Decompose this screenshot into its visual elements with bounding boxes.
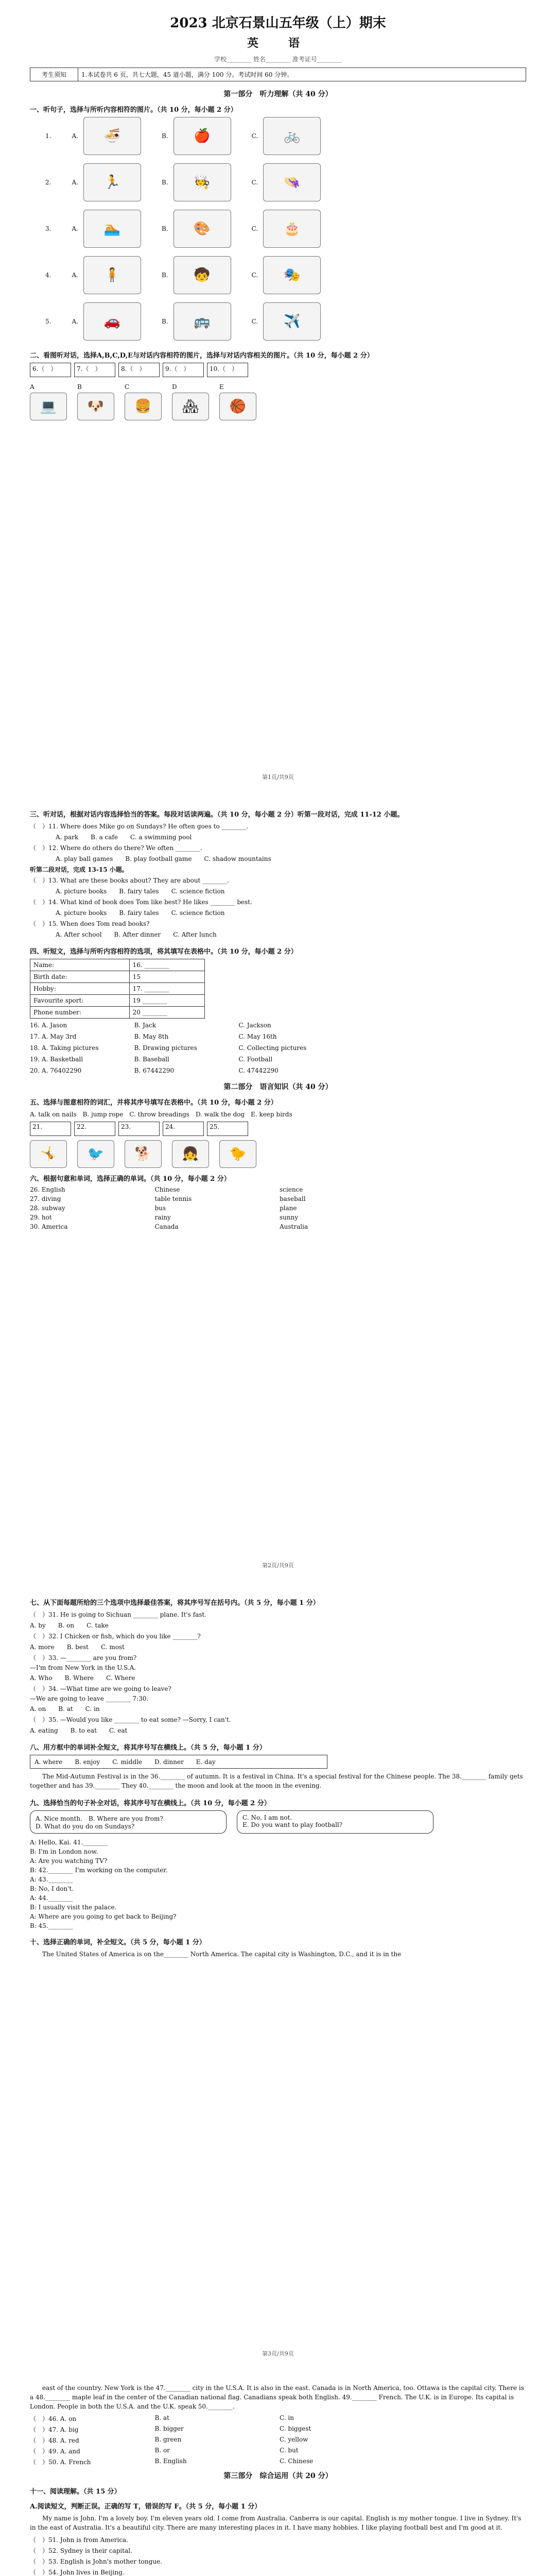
section-9-title: 九、选择恰当的句子补全对话，将其序号写在横线上。（共 10 分，每小题 2 分） [30, 1800, 271, 1807]
answer-box[interactable]: 25. [207, 1122, 248, 1136]
picture-option[interactable] [252, 163, 321, 201]
options-11: A. park B. a cafe C. a swimming pool [56, 834, 192, 841]
picture-option[interactable] [72, 163, 141, 201]
dialogue-picture [125, 381, 162, 420]
question-14: （ ）14. What kind of book does Tom like best? He likes ________ best. [30, 899, 252, 906]
passage-a: My name is John. I'm a lovely boy. I'm eleven years old. I come from Australia. Canberra is our capital. English is my mother tongue. I live in Sydney. It's in the east of Australia. It's a beautiful city. There are many interesting places in it. I have many hobbies. I like playing football best and I'm good at it. [30, 2515, 522, 2531]
question-line: A. eating B. to eat C. eat [30, 1727, 128, 1734]
option-label: C. [251, 318, 258, 325]
table-cell: Birth date: [30, 971, 130, 983]
question-line: （ ）31. He is going to Sichuan ________ plane. It's fast. [30, 1611, 207, 1618]
option: （ ）46. A. on [30, 2415, 77, 2422]
section-2-title: 二、看图听对话，选择A,B,C,D,E与对话内容相符的图片，选择与对话内容相关的图片。（共 10 分，每小题 2 分） [30, 352, 374, 360]
option-row [30, 2436, 526, 2445]
dialog-line: A: Hello, Kai. 41.________ [30, 1839, 108, 1846]
word-bank-5: A. talk on nails B. jump rope C. throw breadings D. walk the dog E. keep birds [30, 1111, 292, 1118]
word-box-8: A. where B. enjoy C. middle D. dinner E. day [30, 1755, 327, 1769]
option-label: B. [161, 225, 168, 232]
word-choice[interactable]: Australia [280, 1223, 308, 1230]
option-row [30, 2425, 526, 2434]
option: 20. A. 76402290 [30, 1067, 82, 1074]
dialogue-picture [219, 381, 256, 420]
picture-icon: 👒 [263, 163, 321, 201]
option: 17. A. May 3rd [30, 1033, 77, 1040]
picture-icon: 🧍 [83, 256, 141, 294]
section-7-title: 七、从下面每题所给的三个选项中选择最佳答案，将其序号写在括号内。（共 5 分，每小题 1 分） [30, 1599, 320, 1607]
section-5-pictures [30, 1140, 526, 1168]
dialog-line: B: I usually visit the palace. [30, 1904, 117, 1911]
option-label: B. [161, 179, 168, 186]
option-bubble-right: C. No, I am not. E. Do you want to play football? [237, 1810, 433, 1834]
option: B. green [154, 2436, 182, 2443]
picture-option[interactable] [162, 210, 231, 248]
picture-option[interactable] [72, 210, 141, 248]
picture-option[interactable] [252, 117, 321, 155]
answer-box[interactable]: 8.（ ） [118, 363, 160, 377]
dialog-line: B: 45.________ [30, 1922, 73, 1929]
table-cell: 19 ________ [129, 995, 204, 1007]
word-choice[interactable]: plane [280, 1205, 297, 1212]
picture-letter: A [30, 383, 34, 391]
passage-8: The Mid-Autumn Festival is in the 36.________ of autumn. It is a festival in China. It's a special festival for the Chinese people. The 38.________ family gets together and has 39.________ They 40.________ the moon and look at the moon in the evening. [30, 1773, 523, 1789]
question-number: 1. [45, 132, 51, 140]
word-choice[interactable]: 30. America [30, 1223, 68, 1230]
option: C. Football [238, 1056, 273, 1063]
table-cell: 20 ________ [129, 1007, 204, 1019]
picture-option[interactable] [72, 117, 141, 155]
picture-icon: 🚌 [173, 302, 231, 341]
picture-icon: 💻 [30, 393, 67, 420]
dialogue-picture [172, 381, 209, 420]
option: C. 47442290 [238, 1067, 279, 1074]
picture-icon: 🍎 [173, 117, 231, 155]
word-choice[interactable]: sunny [280, 1214, 299, 1221]
picture-icon: 🚗 [83, 302, 141, 341]
option-label: B. [161, 132, 168, 140]
table-row [30, 971, 205, 983]
dialog-line: B: I'm in London now. [30, 1848, 98, 1855]
option: B. May 8th [134, 1033, 169, 1040]
picture-row [45, 256, 526, 294]
option-label: C. [251, 272, 258, 279]
picture-row [45, 117, 526, 155]
word-row [30, 1214, 526, 1221]
question-line: （ ）34. —What time are we going to leave? [30, 1685, 171, 1692]
section-10-title: 十、选择正确的单词，补全短文。（共 5 分，每小题 1 分） [30, 1939, 206, 1946]
table-cell: 15 [129, 971, 204, 983]
option: C. May 16th [238, 1033, 277, 1040]
picture-option[interactable] [72, 302, 141, 341]
option-label: C. [251, 132, 258, 140]
option-label: A. [72, 318, 78, 325]
walk-dog-icon: 🐕 [125, 1140, 162, 1168]
dialog-line: A: Where are you going to get back to Beijing? [30, 1913, 177, 1920]
word-choice[interactable]: science [280, 1186, 303, 1193]
option-label: A. [72, 179, 78, 186]
notice-text: 1.本试卷共 6 页，共七大题，45 道小题，满分 100 分。考试时间 60 分钟。 [78, 68, 526, 81]
tf-question: （ ）53. English is John's mother tongue. [30, 2558, 162, 2565]
page-footer: 第1页/共9页 [262, 774, 294, 781]
picture-option[interactable] [162, 302, 231, 341]
option: B. bigger [154, 2425, 184, 2432]
picture-icon: 🧒 [173, 256, 231, 294]
option-label: A. [72, 272, 78, 279]
word-choice[interactable]: 27. diving [30, 1195, 61, 1202]
table-row [30, 983, 205, 995]
part1-title: 第一部分 听力理解（共 40 分） [223, 90, 333, 98]
section-8-title: 八、用方框中的单词补全短文，将其序号写在横线上。（共 5 分，每小题 1 分） [30, 1744, 266, 1752]
section-7-questions [30, 1610, 526, 1735]
options-15: A. After school B. After dinner C. After lunch [56, 931, 217, 938]
picture-letter: C [125, 383, 130, 391]
question-line: —I'm from New York in the U.S.A. [30, 1664, 136, 1671]
passage-10: The United States of America is on the________ North America. The capital city is Washington, D.C., and it is in the [42, 1951, 402, 1958]
answer-box[interactable]: 7.（ ） [74, 363, 115, 377]
word-choice[interactable]: Canada [154, 1223, 179, 1230]
question-line: （ ）32. I Chicken or fish, which do you like ________? [30, 1633, 201, 1640]
question-number: 3. [45, 225, 51, 232]
question-line: （ ）35. —Would you like ________ to eat some? —Sorry, I can't. [30, 1716, 231, 1723]
option: B. 67442290 [134, 1067, 175, 1074]
word-choice[interactable]: 29. hot [30, 1214, 52, 1221]
dialogue-picture [30, 381, 67, 420]
dialog-line: B: No, I don't. [30, 1885, 74, 1892]
page-3 [0, 1582, 556, 2365]
word-row [30, 1223, 526, 1230]
exam-subject: 英 语 [247, 37, 309, 50]
word-choice[interactable]: 26. English [30, 1186, 65, 1193]
picture-icon: 🏘 [172, 393, 209, 420]
option-bubble-left: A. Nice month. B. Where are you from? D. What do you do on Sundays? [30, 1810, 227, 1834]
section-4-options [30, 1022, 339, 1074]
answer-boxes-21-25 [30, 1122, 526, 1136]
dialogue-pictures [30, 381, 526, 420]
question-13: （ ）13. What are these books about? They are about ________. [30, 877, 229, 884]
info-table [30, 959, 205, 1019]
question-line: A. Who B. Where C. Where [30, 1674, 135, 1682]
word-row [30, 1195, 526, 1202]
part3-title: 第三部分 综合运用（共 20 分） [223, 2472, 333, 2480]
picture-option[interactable] [162, 117, 231, 155]
option: C. biggest [280, 2425, 311, 2432]
option-label: A. [72, 132, 78, 140]
page-4 [0, 2370, 556, 2576]
option: 19. A. Basketball [30, 1056, 83, 1063]
option: B. at [154, 2414, 169, 2421]
option: C. Jackson [238, 1022, 271, 1029]
answer-box[interactable]: 10.（ ） [207, 363, 248, 377]
word-choice[interactable]: Chinese [154, 1186, 180, 1193]
dialog-line: A: 43.________ [30, 1876, 73, 1883]
picture-icon: 🍜 [83, 117, 141, 155]
picture-icon: 🎭 [263, 256, 321, 294]
option-label: A. [72, 225, 78, 232]
page-footer: 第2页/共9页 [262, 1562, 294, 1569]
picture-icon: ✈️ [263, 302, 321, 341]
section-3-title: 三、听对话，根据对话内容选择恰当的答案。每段对话读两遍。（共 10 分，每小题 2 分）听第一段对话，完成 11-12 小题。 [30, 811, 404, 819]
table-cell: 17. ________ [129, 983, 204, 995]
question-line: A. on B. at C. in [30, 1705, 100, 1713]
listening-pictures [30, 117, 526, 341]
section-11-title: 十一、阅读理解。（共 15 分） [30, 2488, 121, 2496]
question-line: —We are going to leave ________ 7:30. [30, 1695, 149, 1702]
options-14: A. picture books B. fairy tales C. science fiction [56, 909, 225, 917]
answer-box[interactable]: 23. [118, 1122, 160, 1136]
passage-10-cont: east of the country. New York is the 47.________ city in the U.S.A. It is also in the east. Canada is in North America, too. Ottawa is the capital city. There is a 48.________ maple leaf in the center of the Canadian national flag. Canadians speak both English. 49.________ French. The U.K. is in Europe. Its capital is London. People in both the U.S.A. and the U.K. speak 50.________. [30, 2384, 524, 2410]
option: C. in [280, 2414, 294, 2421]
tf-question: （ ）54. John lives in Beijing. [30, 2569, 125, 2576]
option-label: C. [251, 225, 258, 232]
option: （ ）50. A. French [30, 2459, 91, 2466]
option: （ ）47. A. big [30, 2426, 79, 2433]
notice-label: 考生须知 [30, 68, 78, 81]
option: B. English [154, 2458, 187, 2465]
options-12: A. play ball games B. play football game C. shadow mountains [56, 855, 271, 862]
picture-icon: 🐶 [77, 393, 114, 420]
picture-option[interactable] [252, 210, 321, 248]
picture-option[interactable] [72, 256, 141, 294]
option-label: B. [161, 318, 168, 325]
part2-title: 第二部分 语言知识（共 40 分） [223, 1083, 333, 1091]
question-number: 2. [45, 179, 51, 186]
tf-question: （ ）51. John is from America. [30, 2536, 129, 2544]
option-label: C. [251, 179, 258, 186]
table-row [30, 1007, 205, 1019]
answer-box[interactable]: 21. [30, 1122, 71, 1136]
word-row [30, 1205, 526, 1212]
picture-option[interactable] [162, 256, 231, 294]
section-5-title: 五、选择与图意相符的词汇，并将其序号填写在表格中。（共 10 分，每小题 2 分） [30, 1099, 277, 1107]
dialog-9 [30, 1839, 526, 1929]
option: C. Chinese [280, 2458, 314, 2465]
option: C. but [280, 2447, 299, 2454]
table-cell: Favourite sport: [30, 995, 130, 1007]
picture-letter: B [77, 383, 82, 391]
word-choice[interactable]: 28. subway [30, 1205, 65, 1212]
page-1 [0, 0, 556, 788]
birds-icon: 🐤 [219, 1140, 256, 1168]
option: 16. A. Jason [30, 1022, 67, 1029]
option: B. Drawing pictures [134, 1044, 197, 1052]
answer-box[interactable]: 22. [74, 1122, 115, 1136]
section-1-title: 一、听句子，选择与所听内容相符的图片。（共 10 分，每小题 2 分） [30, 106, 237, 114]
answer-box[interactable]: 6.（ ） [30, 363, 71, 377]
picture-row [45, 302, 526, 341]
option-row [30, 2447, 526, 2455]
picture-icon: 🎂 [263, 210, 321, 248]
section-10-options [30, 2414, 526, 2466]
question-12: （ ）12. Where do others do there? We often ________. [30, 844, 202, 852]
question-number: 5. [45, 318, 51, 325]
question-line: （ ）33. —________ are you from? [30, 1654, 137, 1662]
table-cell: Name: [30, 959, 130, 971]
notice-table [30, 67, 526, 81]
option-label: B. [161, 272, 168, 279]
table-row [30, 995, 205, 1007]
table-row [30, 959, 205, 971]
option: C. Collecting pictures [238, 1044, 307, 1052]
option: B. Baseball [134, 1056, 169, 1063]
picture-option[interactable] [162, 163, 231, 201]
page-2 [0, 793, 556, 1577]
table-cell: 16. ________ [129, 959, 204, 971]
option: B. Jack [134, 1022, 157, 1029]
birdcage-icon: 🐦 [77, 1140, 114, 1168]
option: B. or [154, 2447, 170, 2454]
picture-icon: 🎨 [173, 210, 231, 248]
tf-questions [30, 2535, 526, 2576]
question-line: A. more B. best C. most [30, 1643, 125, 1651]
question-11: （ ）11. Where does Mike go on Sundays? He often goes to ________. [30, 823, 249, 830]
option: （ ）49. A. and [30, 2448, 80, 2455]
word-row [30, 1186, 526, 1193]
children-icon: 👧 [172, 1140, 209, 1168]
option-row [30, 2458, 526, 2466]
picture-option[interactable] [252, 302, 321, 341]
jump-rope-icon: 🤸 [30, 1140, 67, 1168]
answer-box[interactable]: 9.（ ） [163, 363, 204, 377]
question-line: A. by B. on C. take [30, 1622, 109, 1629]
option: （ ）48. A. red [30, 2437, 79, 2444]
answer-box[interactable]: 24. [163, 1122, 204, 1136]
dialog-line: B: 42.________ I'm working on the computer. [30, 1867, 168, 1874]
section-4-title: 四、听短文，选择与所听内容相符的选项，将其填写在表格中。（共 10 分，每小题 2 分） [30, 948, 298, 956]
tf-question: （ ）52. Sydney is their capital. [30, 2547, 132, 2554]
options-13: A. picture books B. fairy tales C. science fiction [56, 888, 225, 895]
word-choice[interactable]: rainy [154, 1214, 171, 1221]
word-choice[interactable]: baseball [280, 1195, 306, 1202]
read-a-title: A.阅读短文，判断正误。正确的写 T，错误的写 F。（共 5 分，每小题 1 分） [30, 2503, 262, 2511]
picture-row [45, 210, 526, 248]
picture-letter: E [219, 383, 224, 391]
question-15: （ ）15. When does Tom read books? [30, 920, 150, 927]
word-choice[interactable]: bus [154, 1205, 166, 1212]
dialog-line: A: 44.________ [30, 1894, 73, 1902]
section-3b-title: 听第二段对话，完成 13-15 小题。 [30, 866, 128, 873]
word-choice[interactable]: table tennis [154, 1195, 192, 1202]
section-6-rows [30, 1186, 526, 1230]
table-cell: Hobby: [30, 983, 130, 995]
picture-icon: 🏃 [83, 163, 141, 201]
picture-icon: 🏊 [83, 210, 141, 248]
picture-icon: 🏀 [219, 393, 256, 420]
picture-option[interactable] [252, 256, 321, 294]
picture-icon: 🧑‍🍳 [173, 163, 231, 201]
page-footer: 第3页/共9页 [262, 2350, 294, 2357]
section-6-title: 六、根据句意和单词，选择正确的单词。（共 10 分，每小题 2 分） [30, 1175, 231, 1183]
picture-row [45, 163, 526, 201]
option-row [30, 2414, 526, 2423]
option: C. yellow [280, 2436, 308, 2443]
table-cell: Phone number: [30, 1007, 130, 1019]
question-number: 4. [45, 272, 51, 279]
student-info-line: 学校________ 姓名________ 准考证号________ [214, 56, 342, 63]
exam-title: 2023 北京石景山五年级（上）期末 [170, 15, 386, 31]
answer-boxes-6-10 [30, 363, 526, 377]
picture-icon: 🍔 [125, 393, 162, 420]
dialogue-picture [77, 381, 114, 420]
option: 18. A. Taking pictures [30, 1044, 99, 1052]
dialog-line: A: Are you watching TV? [30, 1857, 108, 1865]
picture-icon: 🚲 [263, 117, 321, 155]
picture-letter: D [172, 383, 177, 391]
